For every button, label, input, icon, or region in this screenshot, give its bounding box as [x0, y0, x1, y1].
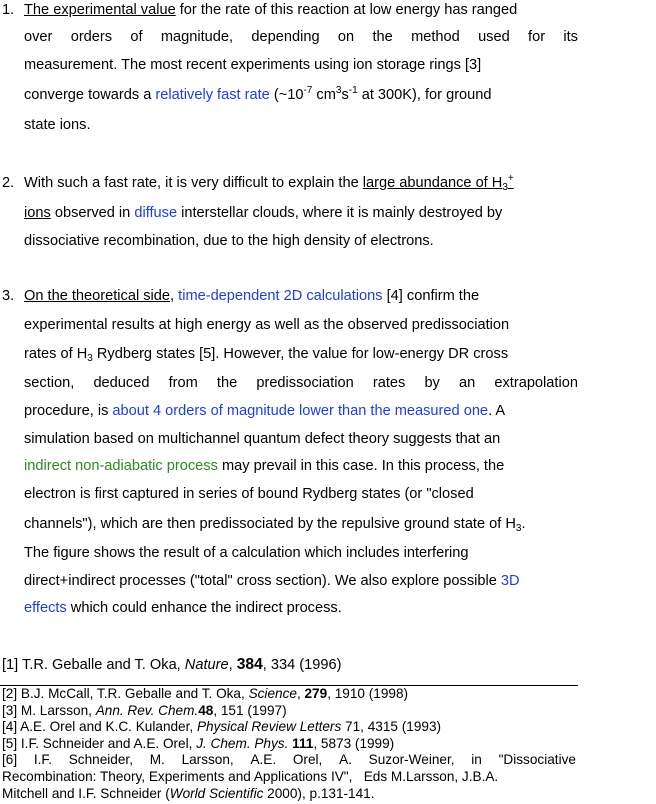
word: Schneider, — [68, 752, 133, 768]
underlined-phrase: The experimental value — [24, 2, 176, 18]
word: M. — [149, 752, 165, 768]
word: orders — [70, 29, 113, 45]
reference-6-line-3: Mitchell and I.F. Schneider (World Scientific 2000), p.131-141. — [2, 785, 375, 801]
word: the — [372, 29, 393, 45]
word: for — [528, 29, 546, 45]
word: in — [471, 752, 482, 768]
word: section, — [24, 375, 75, 391]
underlined-phrase: On the theoretical side — [24, 288, 171, 304]
item-number: 3. — [2, 288, 15, 304]
word: Orel, — [292, 752, 323, 768]
word: "Dissociative — [498, 752, 576, 768]
highlighted-phrase: diffuse — [134, 205, 178, 221]
word: an — [459, 375, 476, 391]
item-number: 2. — [2, 175, 15, 191]
highlighted-phrase: effects — [24, 600, 67, 616]
word: method — [411, 29, 460, 45]
word: deduced — [93, 375, 150, 391]
word: rates — [372, 375, 406, 391]
item-number: 1. — [2, 2, 15, 18]
reference-2: [2] B.J. McCall, T.R. Geballe and T. Oka, Science, 279, 1910 (1998) — [2, 686, 409, 701]
reference-6-line-2: Recombination: Theory, Experiments and Applications IV", Eds M.Larsson, J.B.A. — [2, 768, 499, 784]
highlighted-phrase: about 4 orders of magnitude lower than the measured one — [112, 403, 489, 419]
highlighted-phrase: 3D — [500, 573, 520, 589]
reference-6 — [2, 752, 576, 769]
justified-line — [24, 29, 578, 45]
word: its — [563, 29, 578, 45]
reference-list — [2, 686, 576, 802]
word: depending — [251, 29, 320, 45]
reference-1: [1] T.R. Geballe and T. Oka, Nature, 384, 334 (1996) — [2, 656, 342, 673]
word: the — [216, 375, 238, 391]
word: Larsson, — [181, 752, 234, 768]
word: A.E. — [250, 752, 277, 768]
word: over — [24, 29, 53, 45]
word: used — [478, 29, 510, 45]
word: [6] — [2, 752, 18, 768]
word: I.F. — [33, 752, 52, 768]
highlighted-phrase: time-dependent 2D calculations — [178, 288, 383, 304]
word: predissociation — [256, 375, 354, 391]
word: from — [168, 375, 198, 391]
highlighted-phrase: relatively fast rate — [155, 87, 270, 103]
word: extrapolation — [494, 375, 578, 391]
word: magnitude, — [160, 29, 234, 45]
word: A. — [339, 752, 352, 768]
word: on — [337, 29, 355, 45]
word: Suzor-Weiner, — [368, 752, 455, 768]
reference-4: [4] A.E. Orel and K.C. Kulander, Physical Review Letters 71, 4315 (1993) — [2, 719, 442, 735]
highlighted-phrase-green: indirect non-adiabatic process — [24, 458, 218, 474]
word: by — [424, 375, 440, 391]
justified-line — [24, 375, 578, 391]
word: of — [130, 29, 143, 45]
reference-5: [5] I.F. Schneider and A.E. Orel, J. Chem. Phys. 111, 5873 (1999) — [2, 735, 395, 751]
reference-3: [3] M. Larsson, Ann. Rev. Chem.48, 151 (1997) — [2, 702, 287, 718]
underlined-phrase: large abundance of $H_3^+$ — [362, 173, 514, 193]
